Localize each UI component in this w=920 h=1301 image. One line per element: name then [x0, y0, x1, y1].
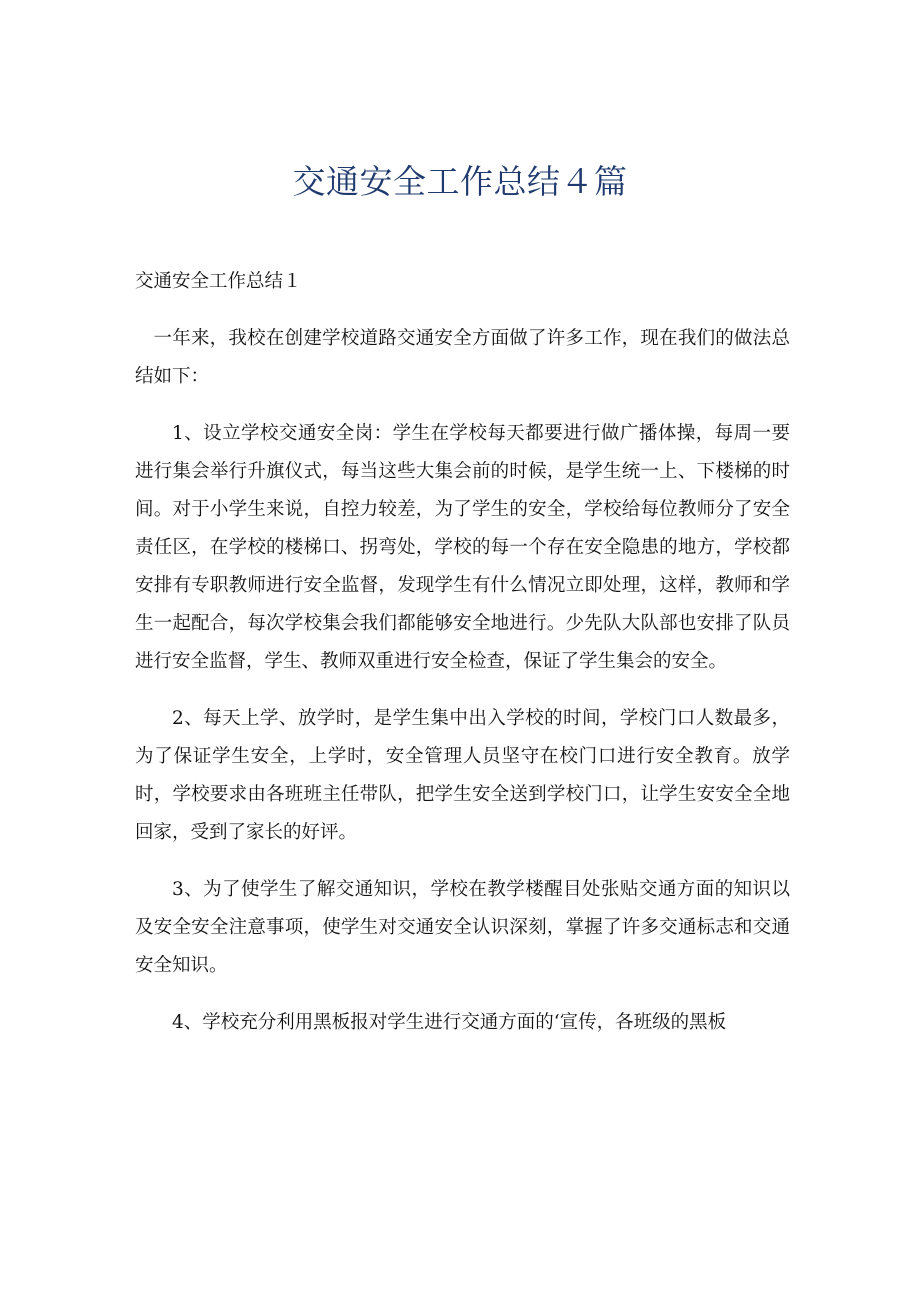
- paragraph-item-2: 2、每天上学、放学时，是学生集中出入学校的时间，学校门口人数最多，为了保证学生安全，上学时，安全管理人员坚守在校门口进行安全教育。放学时，学校要求由各班班主任带队，把学生安全送到学校门口，让学生安安全全地回家，受到了家长的好评。: [135, 708, 790, 843]
- paragraph-item-4: 4、学校充分利用黑板报对学生进行交通方面的‘宣传，各班级的黑板: [172, 1012, 727, 1033]
- paragraph-item-3: 3、为了使学生了解交通知识，学校在教学楼醒目处张贴交通方面的知识以及安全安全注意事项，使学生对交通安全认识深刻，掌握了许多交通标志和交通安全知识。: [135, 879, 790, 976]
- document-body: [135, 263, 790, 1061]
- paragraph-intro: 一年来，我校在创建学校道路交通安全方面做了许多工作，现在我们的做法总结如下：: [135, 328, 790, 387]
- paragraph-item-1: 1、设立学校交通安全岗：学生在学校每天都要进行做广播体操，每周一要进行集会举行升旗仪式，每当这些大集会前的时候，是学生统一上、下楼梯的时间。对于小学生来说，自控力较差，为了学生的安全，学校给每位教师分了安全责任区，在学校的楼梯口、拐弯处，学校的每一个存在安全隐患的地方，学校都安排有专职教师进行安全监督，发现学生有什么情况立即处理，这样，教师和学生一起配合，每次学校集会我们都能够安全地进行。少先队大队部也安排了队员进行安全监督，学生、教师双重进行安全检查，保证了学生集会的安全。: [135, 423, 790, 672]
- section-heading: 交通安全工作总结１: [135, 271, 302, 292]
- document-title: 交通安全工作总结４篇: [292, 162, 628, 201]
